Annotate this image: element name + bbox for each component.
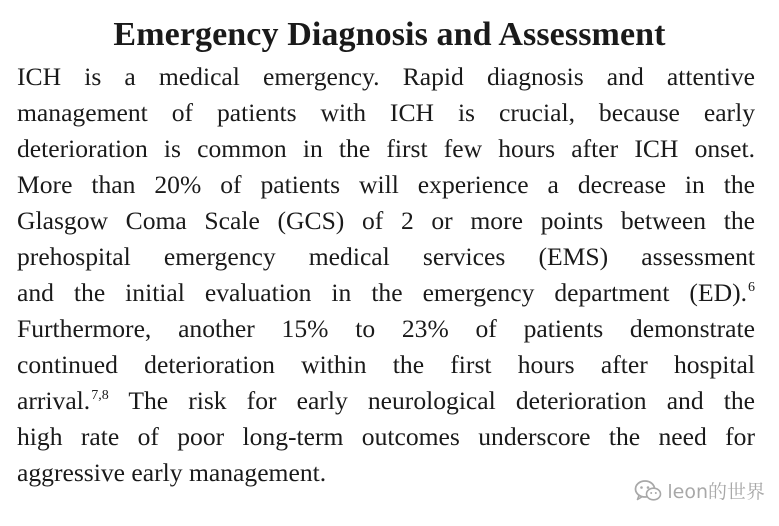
watermark [634,477,765,504]
paragraph-line [17,275,755,311]
citation-ref: 6 [748,280,755,295]
paragraph-line [17,383,755,419]
paragraph-line: high rate of poor long-term outcomes underscore the need for [17,422,755,451]
paragraph-line: prehospital emergency medical services (EMS) assessment [17,242,755,271]
body-paragraph [17,59,755,491]
paragraph-line: continued deterioration within the first hours after hospital [17,350,755,379]
paragraph-line: Glasgow Coma Scale (GCS) of 2 or more points between the [17,206,755,235]
paragraph-line: More than 20% of patients will experience a decrease in the [17,170,755,199]
line-text: and the initial evaluation in the emergency department (ED). [17,278,747,307]
line-text: The risk for early neurological deterioration and the [108,386,755,415]
paragraph-line: management of patients with ICH is crucial, because early [17,98,755,127]
wechat-icon [634,479,662,503]
paragraph-line: aggressive early management. [17,458,327,487]
watermark-text: leon的世界 [667,481,765,503]
paragraph-line: deterioration is common in the first few hours after ICH onset. [17,134,755,163]
paragraph-line: ICH is a medical emergency. Rapid diagnosis and attentive [17,62,755,91]
line-text: arrival. [17,386,91,415]
paragraph-line: Furthermore, another 15% to 23% of patients demonstrate [17,314,755,343]
citation-ref: 7,8 [91,388,109,403]
section-heading: Emergency Diagnosis and Assessment [113,16,666,53]
